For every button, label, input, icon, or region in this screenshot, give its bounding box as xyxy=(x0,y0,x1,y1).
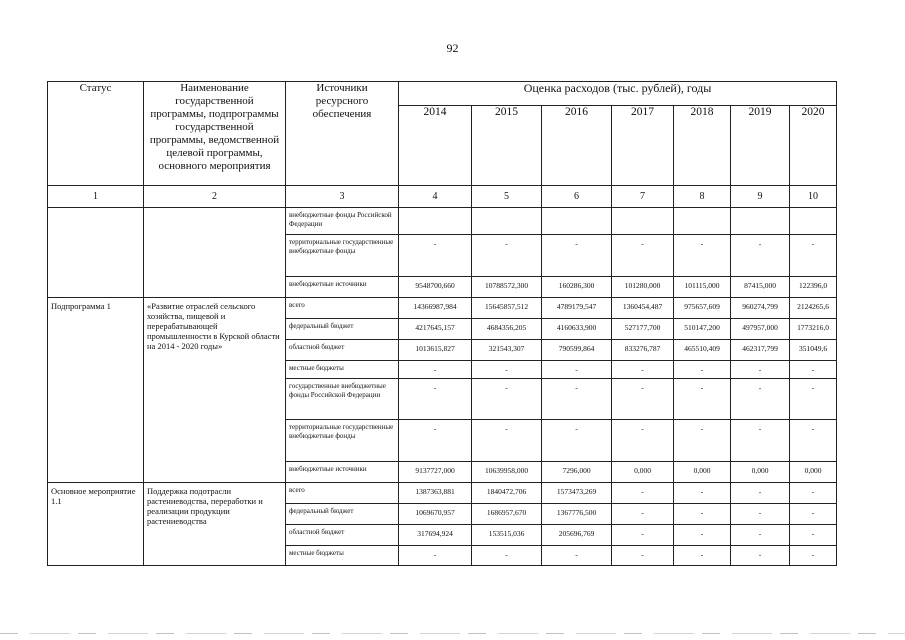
expense-value-cell: 497957,000 xyxy=(731,319,790,340)
expense-value-cell: 4789179,547 xyxy=(542,298,612,319)
expense-value-cell: - xyxy=(399,235,472,277)
header-status: Статус xyxy=(48,82,144,186)
expense-value-cell: - xyxy=(399,420,472,462)
funding-source-cell: местные бюджеты xyxy=(286,361,399,379)
column-number: 3 xyxy=(286,186,399,208)
expense-value-cell: - xyxy=(674,379,731,420)
expense-value-cell: 160286,300 xyxy=(542,277,612,298)
expense-value-cell xyxy=(790,208,837,235)
expense-value-cell: - xyxy=(674,546,731,566)
expense-value-cell: - xyxy=(399,379,472,420)
expense-value-cell: - xyxy=(674,483,731,504)
table-body xyxy=(48,208,837,566)
expense-value-cell: - xyxy=(790,525,837,546)
expense-value-cell: 15645857,512 xyxy=(472,298,542,319)
expense-value-cell: 1686957,670 xyxy=(472,504,542,525)
expense-value-cell: - xyxy=(731,420,790,462)
expense-value-cell: - xyxy=(731,379,790,420)
funding-source-cell: территориальные государственные внебюджетные фонды xyxy=(286,235,399,277)
expense-value-cell: - xyxy=(612,483,674,504)
funding-source-cell: государственные внебюджетные фонды Российской Федерации xyxy=(286,379,399,420)
header-estimate: Оценка расходов (тыс. рублей), годы xyxy=(399,82,837,106)
expense-value-cell: 351049,6 xyxy=(790,340,837,361)
expense-value-cell: - xyxy=(790,235,837,277)
expense-value-cell: - xyxy=(399,361,472,379)
expense-value-cell: 4160633,900 xyxy=(542,319,612,340)
expense-value-cell: - xyxy=(542,546,612,566)
expense-value-cell: 101280,000 xyxy=(612,277,674,298)
expense-value-cell: 1840472,706 xyxy=(472,483,542,504)
funding-source-cell: областной бюджет xyxy=(286,525,399,546)
expense-value-cell: - xyxy=(542,420,612,462)
column-number: 7 xyxy=(612,186,674,208)
expense-value-cell: 527177,700 xyxy=(612,319,674,340)
expense-value-cell xyxy=(399,208,472,235)
expense-value-cell: 14366987,984 xyxy=(399,298,472,319)
expense-value-cell: 153515,036 xyxy=(472,525,542,546)
expense-value-cell: - xyxy=(790,420,837,462)
expense-value-cell: - xyxy=(612,379,674,420)
expense-value-cell: 833276,787 xyxy=(612,340,674,361)
expense-value-cell: - xyxy=(472,379,542,420)
expense-value-cell: 10639958,000 xyxy=(472,462,542,483)
table-row xyxy=(48,483,837,504)
expense-value-cell: 1387363,881 xyxy=(399,483,472,504)
expense-value-cell: - xyxy=(612,546,674,566)
expense-value-cell: 960274,799 xyxy=(731,298,790,319)
expense-value-cell xyxy=(674,208,731,235)
column-number: 10 xyxy=(790,186,837,208)
expense-value-cell: 462317,799 xyxy=(731,340,790,361)
expense-value-cell: 1069670,957 xyxy=(399,504,472,525)
header-name: Наименование государственной программы, подпрограммы государственной программы, ведомственной целевой программы, основного мероприятия xyxy=(144,82,286,186)
expense-value-cell xyxy=(472,208,542,235)
program-name-cell: Поддержка подотрасли растениеводства, переработки и реализации продукции растениеводства xyxy=(144,483,286,566)
expense-value-cell: 510147,200 xyxy=(674,319,731,340)
column-number: 2 xyxy=(144,186,286,208)
expense-value-cell: - xyxy=(731,483,790,504)
status-cell: Основное мероприятие 1.1 xyxy=(48,483,144,566)
expense-value-cell: - xyxy=(731,546,790,566)
expense-value-cell: - xyxy=(731,361,790,379)
funding-source-cell: внебюджетные фонды Российской Федерации xyxy=(286,208,399,235)
expense-value-cell: - xyxy=(731,235,790,277)
expense-value-cell: - xyxy=(790,504,837,525)
expense-value-cell: 101115,000 xyxy=(674,277,731,298)
column-number: 8 xyxy=(674,186,731,208)
expense-value-cell: 1013615,827 xyxy=(399,340,472,361)
expense-value-cell: - xyxy=(612,525,674,546)
funding-source-cell: федеральный бюджет xyxy=(286,319,399,340)
status-cell: Подпрограмма 1 xyxy=(48,298,144,483)
status-cell xyxy=(48,208,144,298)
expense-value-cell: - xyxy=(472,361,542,379)
expense-value-cell: - xyxy=(674,504,731,525)
expense-value-cell: 0,000 xyxy=(790,462,837,483)
expense-value-cell xyxy=(612,208,674,235)
expense-value-cell: - xyxy=(790,361,837,379)
expense-value-cell: - xyxy=(612,420,674,462)
expense-value-cell: 321543,307 xyxy=(472,340,542,361)
column-number: 4 xyxy=(399,186,472,208)
funding-source-cell: областной бюджет xyxy=(286,340,399,361)
expense-value-cell: - xyxy=(612,504,674,525)
expense-value-cell: 122396,0 xyxy=(790,277,837,298)
expense-value-cell: - xyxy=(612,361,674,379)
expense-value-cell: 317694,924 xyxy=(399,525,472,546)
expense-value-cell: - xyxy=(674,420,731,462)
budget-table xyxy=(47,81,837,566)
expense-value-cell: 10788572,300 xyxy=(472,277,542,298)
column-number: 1 xyxy=(48,186,144,208)
table-row xyxy=(48,298,837,319)
header-year: 2020 xyxy=(790,106,837,186)
scan-artifact-line xyxy=(0,633,905,634)
expense-value-cell xyxy=(542,208,612,235)
expense-value-cell: - xyxy=(542,235,612,277)
expense-value-cell: 790599,864 xyxy=(542,340,612,361)
program-name-cell: «Развитие отраслей сельского хозяйства, пищевой и перерабатывающей промышленности в Курской области на 2014 - 2020 годы» xyxy=(144,298,286,483)
column-number: 5 xyxy=(472,186,542,208)
expense-value-cell: - xyxy=(674,361,731,379)
expense-value-cell: - xyxy=(731,504,790,525)
header-year: 2017 xyxy=(612,106,674,186)
page-number: 92 xyxy=(446,41,459,55)
header-year: 2018 xyxy=(674,106,731,186)
expense-value-cell: - xyxy=(731,525,790,546)
expense-value-cell: 2124265,6 xyxy=(790,298,837,319)
table-row xyxy=(48,208,837,235)
funding-source-cell: всего xyxy=(286,483,399,504)
expense-value-cell: 0,000 xyxy=(612,462,674,483)
expense-value-cell: - xyxy=(472,235,542,277)
funding-source-cell: всего xyxy=(286,298,399,319)
header-sources: Источники ресурсного обеспечения xyxy=(286,82,399,186)
expense-value-cell: 1773216,0 xyxy=(790,319,837,340)
funding-source-cell: федеральный бюджет xyxy=(286,504,399,525)
expense-value-cell: - xyxy=(472,420,542,462)
program-name-cell xyxy=(144,208,286,298)
expense-value-cell: 4684356,205 xyxy=(472,319,542,340)
column-number: 6 xyxy=(542,186,612,208)
expense-value-cell: - xyxy=(790,379,837,420)
expense-value-cell: 9137727,000 xyxy=(399,462,472,483)
expense-value-cell: 1360454,487 xyxy=(612,298,674,319)
funding-source-cell: территориальные государственные внебюджетные фонды xyxy=(286,420,399,462)
expense-value-cell: 1573473,269 xyxy=(542,483,612,504)
expense-value-cell: 9548700,660 xyxy=(399,277,472,298)
expense-value-cell: - xyxy=(542,361,612,379)
header-year: 2014 xyxy=(399,106,472,186)
expense-value-cell: - xyxy=(790,546,837,566)
expense-value-cell: 1367776,500 xyxy=(542,504,612,525)
header-year: 2015 xyxy=(472,106,542,186)
expense-value-cell: - xyxy=(542,379,612,420)
expense-value-cell: 7296,000 xyxy=(542,462,612,483)
expense-value-cell: 975657,609 xyxy=(674,298,731,319)
expense-value-cell: 0,000 xyxy=(731,462,790,483)
expense-value-cell: 4217645,157 xyxy=(399,319,472,340)
funding-source-cell: внебюджетные источники xyxy=(286,277,399,298)
expense-value-cell: - xyxy=(674,525,731,546)
expense-value-cell: - xyxy=(612,235,674,277)
expense-value-cell: - xyxy=(674,235,731,277)
column-number: 9 xyxy=(731,186,790,208)
expense-value-cell: 0,000 xyxy=(674,462,731,483)
expense-value-cell: - xyxy=(399,546,472,566)
expense-value-cell: - xyxy=(790,483,837,504)
expense-value-cell: - xyxy=(472,546,542,566)
funding-source-cell: местные бюджеты xyxy=(286,546,399,566)
expense-value-cell: 87415,000 xyxy=(731,277,790,298)
expense-value-cell: 205696,769 xyxy=(542,525,612,546)
header-year: 2019 xyxy=(731,106,790,186)
expense-value-cell: 465510,409 xyxy=(674,340,731,361)
header-year: 2016 xyxy=(542,106,612,186)
funding-source-cell: внебюджетные источники xyxy=(286,462,399,483)
expense-value-cell xyxy=(731,208,790,235)
